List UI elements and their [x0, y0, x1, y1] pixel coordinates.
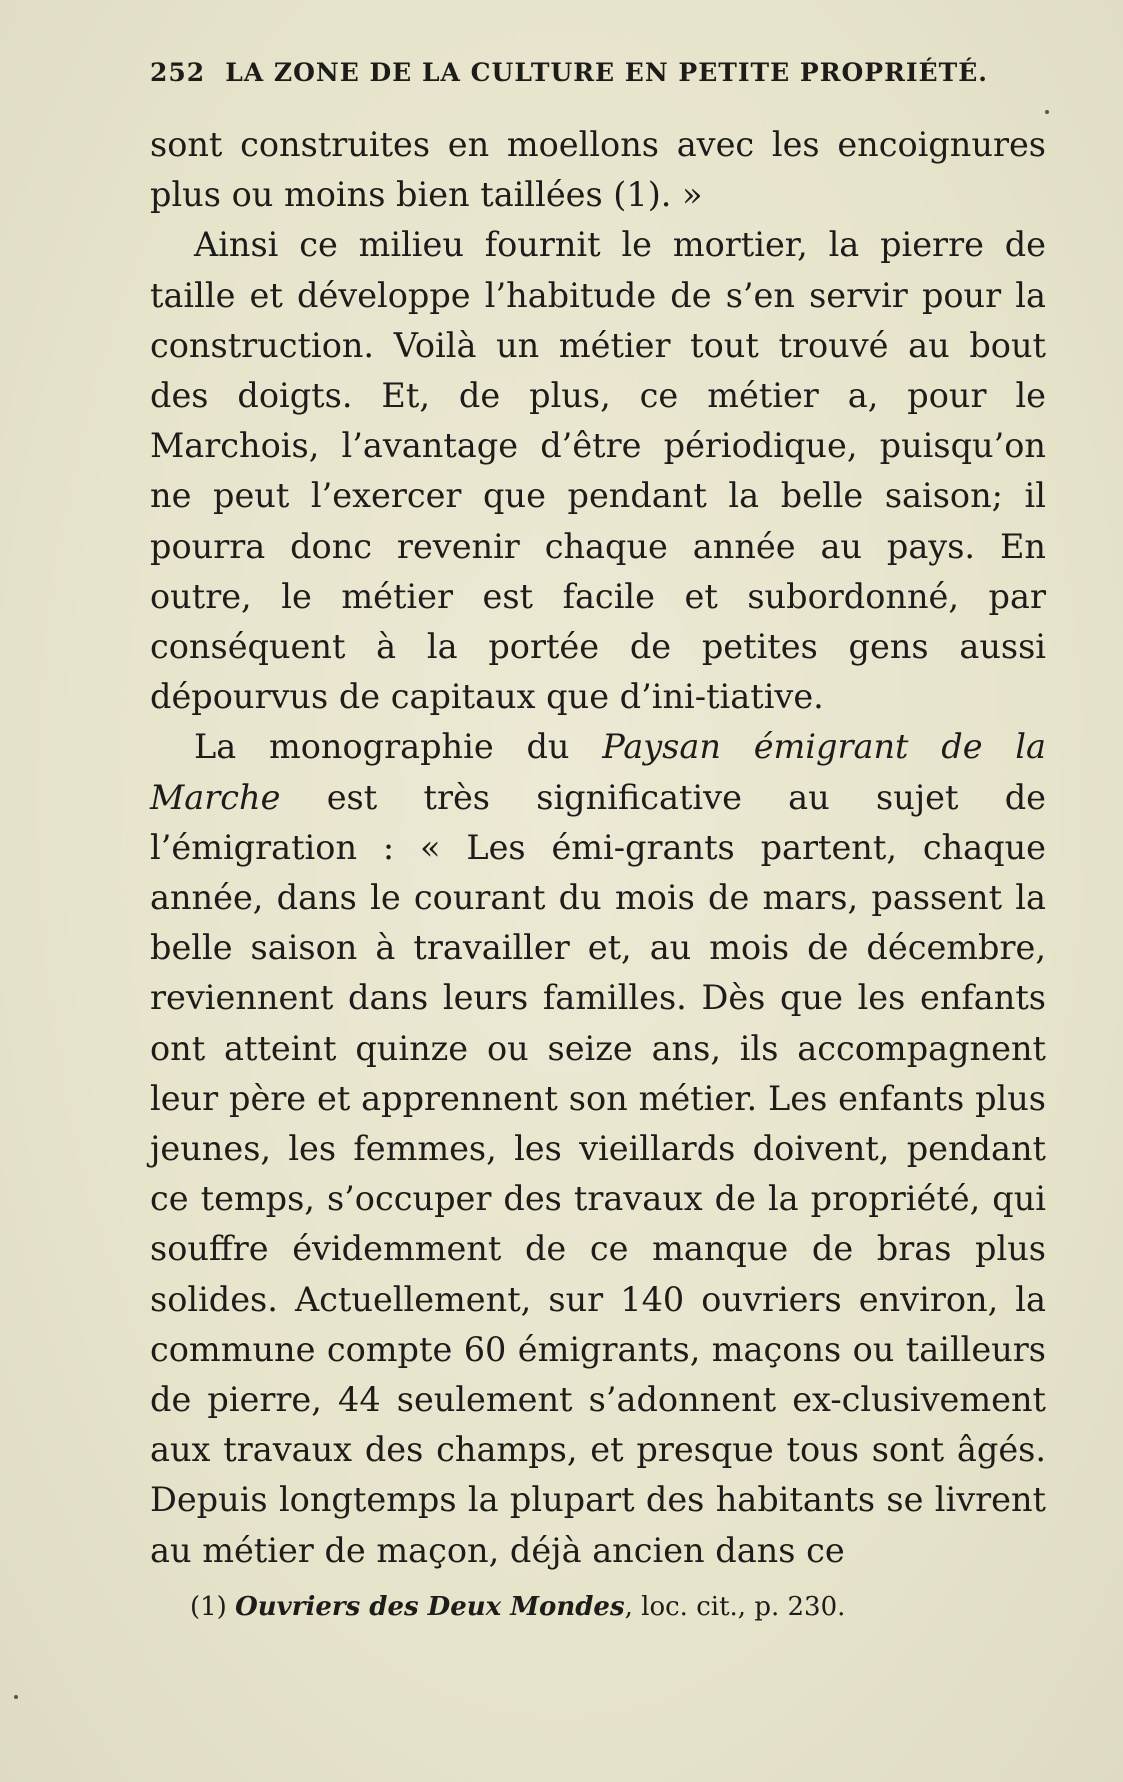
work-title-italic: Paysan émigrant de la Marche — [150, 727, 1046, 817]
page-number: 252 — [150, 58, 206, 87]
paragraph-monographie — [150, 722, 1046, 1575]
print-speck — [14, 1695, 18, 1699]
running-title: LA ZONE DE LA CULTURE EN PETITE PROPRIÉTÉ. — [225, 58, 988, 87]
paragraph-continuation: sont construites en moellons avec les encoignures plus ou moins bien taillées (1). » — [150, 125, 1046, 215]
paragraph-monographie-start: La monographie du — [194, 727, 603, 767]
print-speck — [1045, 110, 1049, 114]
footnote-source-italic: Ouvriers des Deux Mondes — [235, 1592, 625, 1622]
footnote-citation: , loc. cit., p. 230. — [624, 1592, 846, 1622]
main-text — [150, 120, 1046, 1576]
paragraph-ainsi: Ainsi ce milieu fournit le mortier, la pierre de taille et développe l’habitude de s’en servir pour la construction. Voilà un métier tout trouvé au bout des doigts. Et, de plus, ce métier a, pour le Marchois, l’avantage d’être périodique, puisqu’on ne peut l’exercer que pendant la belle saison; il pourra donc revenir chaque année au pays. En outre, le métier est facile et subordonné, par conséquent à la portée de petites gens aussi dépourvus de capitaux que d’ini-tiative. — [150, 225, 1046, 717]
footnote — [190, 1590, 1010, 1624]
running-header — [150, 58, 1010, 87]
paragraph-monographie-rest: est très significative au sujet de l’émigration : « Les émi-grants partent, chaque année, dans le courant du mois de mars, passent la belle saison à travailler et, au mois de décembre, reviennent dans leurs familles. Dès que les enfants ont atteint quinze ou seize ans, ils accompagnent leur père et apprennent son métier. Les enfants plus jeunes, les femmes, les vieillards doivent, pendant ce temps, s’occuper des travaux de la propriété, qui souffre évidemment de ce manque de bras plus solides. Actuellement, sur 140 ouvriers environ, la commune compte 60 émigrants, maçons ou tailleurs de pierre, 44 seulement s’adonnent ex-clusivement aux travaux des champs, et presque tous sont âgés. Depuis longtemps la plupart des habitants se livrent au métier de maçon, déjà ancien dans ce — [150, 777, 1046, 1570]
footnote-marker: (1) — [190, 1592, 227, 1622]
